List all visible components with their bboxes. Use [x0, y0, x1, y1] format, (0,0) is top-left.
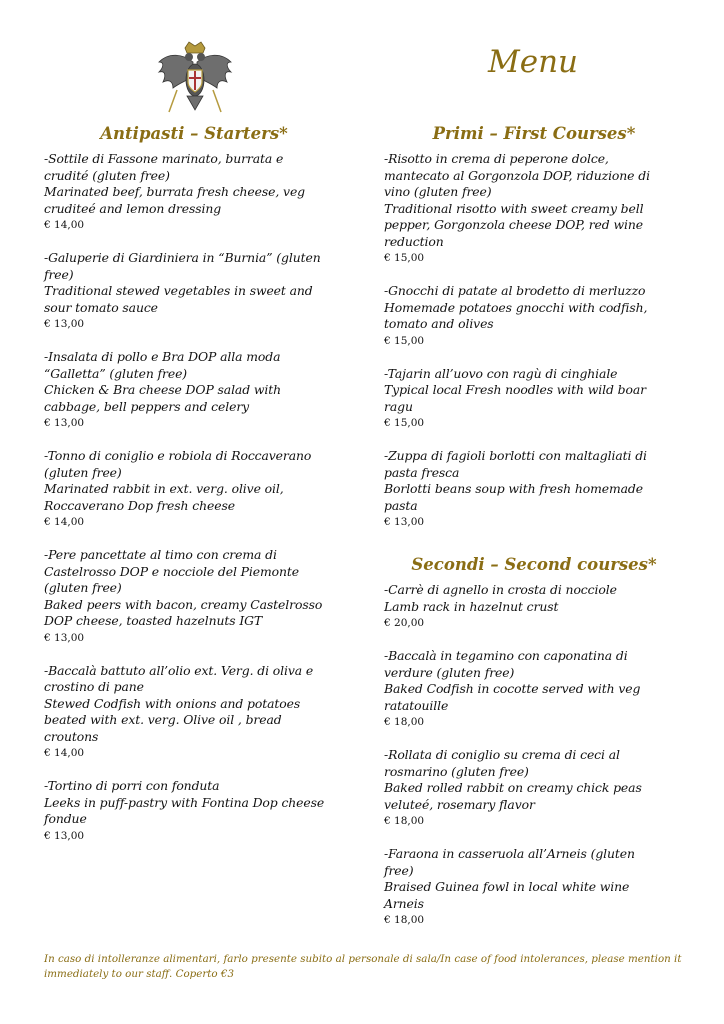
dish-description-english: Baked peers with bacon, creamy Castelrosso DOP cheese, toasted hazelnuts IGT — [44, 596, 323, 628]
allergy-note: In caso di intolleranze alimentari, farlo presente subito al personale di sala/In case of food intolerances, please mention it immediately to our staff. Coperto €3 — [44, 953, 682, 980]
menu-item — [384, 366, 684, 432]
dish-price: € 13,00 — [44, 631, 85, 644]
dish-price: € 13,00 — [384, 516, 425, 528]
dish-description-english: Braised Guinea fowl in local white wine Arneis — [384, 879, 630, 911]
menu-item — [44, 250, 344, 332]
menu-item — [384, 747, 684, 829]
dish-name-italian: -Carrè di agnello in crosta di nocciole — [384, 582, 617, 597]
dish-description-english: Leeks in puff-pastry with Fontina Dop cheese fondue — [44, 794, 325, 826]
dish-description-english: Chicken & Bra cheese DOP salad with cabbage, bell peppers and celery — [44, 382, 282, 414]
dish-description-english: Traditional stewed vegetables in sweet and sour tomato sauce — [44, 283, 313, 315]
dish-price: € 13,00 — [44, 318, 85, 330]
dish-description-english: Marinated beef, burrata fresh cheese, veg cruditeé and lemon dressing — [44, 184, 306, 216]
dish-price: € 18,00 — [384, 815, 425, 827]
starters-column — [44, 124, 344, 861]
page-title: Menu — [488, 44, 579, 80]
menu-item — [44, 448, 344, 530]
menu-item — [384, 846, 684, 928]
dish-price: € 15,00 — [384, 334, 425, 347]
menu-item — [384, 448, 684, 530]
coat-of-arms-logo — [155, 40, 235, 120]
dish-name-italian: -Baccalà battuto all’olio ext. Verg. di oliva e crostino di pane — [44, 662, 314, 694]
dish-description-english: Baked rolled rabbit on creamy chick peas veluteé, rosemary flavor — [384, 780, 642, 812]
dish-name-italian: -Rollata di coniglio su crema di ceci al rosmarino (gluten free) — [384, 747, 620, 779]
menu-item — [44, 349, 344, 431]
second-courses-title: Secondi – Second courses* — [411, 555, 657, 574]
dish-name-italian: -Pere pancettate al timo con crema di Castelrosso DOP e nocciole del Piemonte (gluten free) — [44, 547, 300, 595]
menu-item — [44, 663, 344, 762]
dish-name-italian: -Gnocchi di patate al brodetto di merluzzo — [384, 283, 646, 298]
dish-description-english: Stewed Codfish with onions and potatoes beated with ext. verg. Olive oil , bread croutons — [44, 695, 301, 744]
dish-name-italian: -Sottile di Fassone marinato, burrata e crudité (gluten free) — [44, 151, 284, 183]
dish-name-italian: -Tortino di porri con fonduta — [44, 778, 220, 793]
first-courses-title: Primi – First Courses* — [432, 124, 636, 143]
dish-description-english: Marinated rabbit in ext. verg. olive oil, Roccaverano Dop fresh cheese — [44, 481, 284, 513]
dish-price: € 14,00 — [44, 219, 85, 231]
dish-description-english: Homemade potatoes gnocchi with codfish, tomato and olives — [384, 299, 648, 331]
dish-price: € 14,00 — [44, 516, 85, 528]
dish-description-english: Typical local Fresh noodles with wild boar ragu — [384, 382, 646, 414]
dish-name-italian: -Galuperie di Giardiniera in “Burnia” (gluten free) — [44, 250, 321, 282]
dish-name-italian: -Insalata di pollo e Bra DOP alla moda “Galletta” (gluten free) — [44, 349, 281, 381]
dish-price: € 20,00 — [384, 617, 425, 629]
dish-description-english: Lamb rack in hazelnut crust — [384, 598, 559, 614]
menu-item — [384, 582, 684, 631]
dish-price: € 15,00 — [384, 252, 425, 264]
dish-price: € 13,00 — [44, 829, 85, 842]
courses-column — [384, 124, 684, 945]
dish-name-italian: -Faraona in casseruola all’Arneis (gluten free) — [384, 846, 635, 878]
dish-name-italian: -Tonno di coniglio e robiola di Roccaverano (gluten free) — [44, 448, 312, 480]
menu-item — [44, 547, 344, 646]
menu-item — [384, 283, 684, 349]
dish-name-italian: -Risotto in crema di peperone dolce, mantecato al Gorgonzola DOP, riduzione di vino (gluten free) — [384, 151, 650, 199]
dish-description-english: Traditional risotto with sweet creamy bell pepper, Gorgonzola cheese DOP, red wine reduction — [384, 200, 644, 249]
dish-description-english: Borlotti beans soup with fresh homemade pasta — [384, 481, 643, 513]
dish-price: € 18,00 — [384, 914, 425, 926]
menu-item — [44, 778, 344, 844]
dish-price: € 15,00 — [384, 417, 425, 429]
dish-price: € 14,00 — [44, 747, 85, 759]
dish-price: € 13,00 — [44, 417, 85, 429]
dish-name-italian: -Baccalà in tegamino con caponatina di verdure (gluten free) — [384, 648, 628, 680]
dish-name-italian: -Tajarin all’uovo con ragù di cinghiale — [384, 365, 618, 381]
dish-description-english: Baked Codfish in cocotte served with veg ratatouille — [384, 681, 641, 713]
menu-item — [44, 151, 344, 233]
dish-name-italian: -Zuppa di fagioli borlotti con maltagliati di pasta fresca — [384, 448, 647, 480]
menu-item — [384, 648, 684, 730]
dish-price: € 18,00 — [384, 716, 425, 728]
starters-title: Antipasti – Starters* — [100, 124, 288, 143]
menu-item — [384, 151, 684, 266]
